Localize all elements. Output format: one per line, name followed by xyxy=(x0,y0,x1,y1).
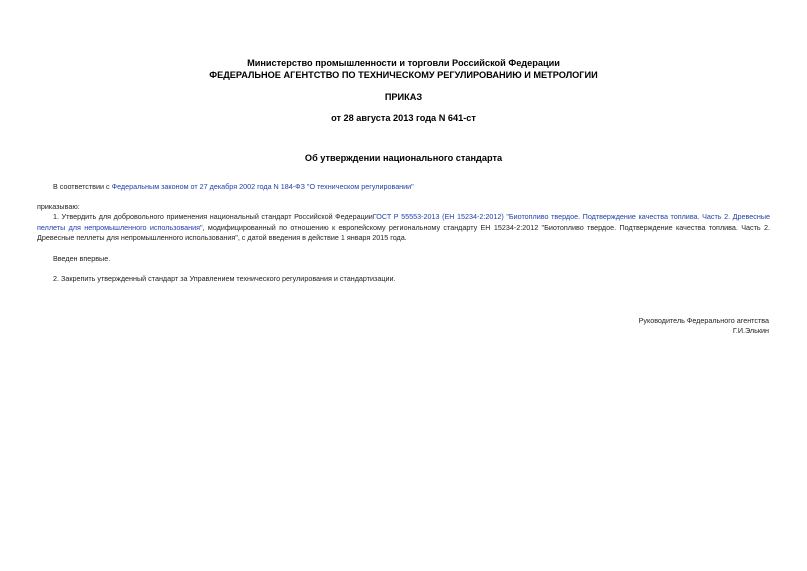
intro-prefix: В соответствии с xyxy=(53,182,112,191)
order-heading: ПРИКАЗ xyxy=(384,92,423,102)
command-text: приказываю: xyxy=(37,202,80,211)
item-1-prefix: 1. Утвердить для добровольного применения национальный стандарт Российской Федерации xyxy=(53,212,373,221)
ministry-title: Министерство промышленности и торговли Российской Федерации xyxy=(247,58,560,68)
signature-name: Г.И.Элькин xyxy=(732,326,769,335)
item-1-paragraph xyxy=(37,212,770,244)
item-1-suffix: , модифицированный по отношению к европейскому региональному стандарту ЕН 15234-2:2012 "Биотопливо твердое. Подтверждение качества топлива. Часть 2. Древесные пеллеты для непромышленного использования", с датой введения в действие 1 января 2015 года. xyxy=(37,222,770,242)
signature-position: Руководитель Федерального агентства xyxy=(638,316,769,325)
gost-standard-link[interactable]: ГОСТ Р 55553-2013 (ЕН 15234-2:2012) "Биотопливо твердое. Подтверждение качества топлива. Часть 2. Древесные пеллеты для непромышленного использования" xyxy=(37,212,770,232)
first-time-note: Введен впервые. xyxy=(53,254,111,263)
order-date: от 28 августа 2013 года N 641-ст xyxy=(331,113,476,123)
item-2-paragraph: 2. Закрепить утвержденный стандарт за Управлением технического регулирования и стандартизации. xyxy=(53,274,396,283)
agency-title: ФЕДЕРАЛЬНОЕ АГЕНТСТВО ПО ТЕХНИЧЕСКОМУ РЕГУЛИРОВАНИЮ И МЕТРОЛОГИИ xyxy=(209,70,598,80)
document-subject: Об утверждении национального стандарта xyxy=(304,153,503,163)
intro-paragraph xyxy=(53,182,773,193)
federal-law-link[interactable]: Федеральным законом от 27 декабря 2002 года N 184-ФЗ "О техническом регулировании" xyxy=(111,182,414,191)
